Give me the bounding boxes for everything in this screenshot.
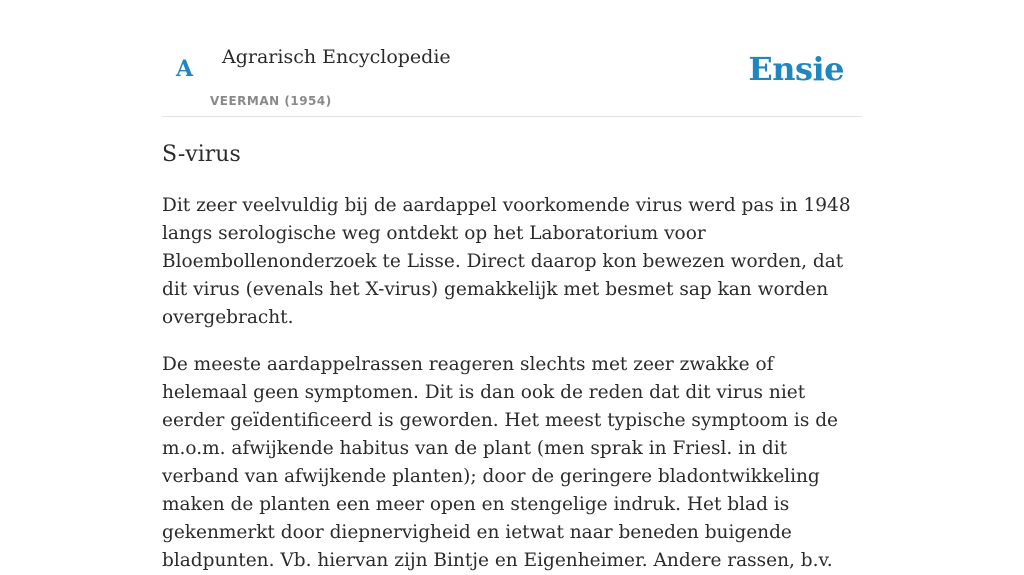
letter-index-link[interactable]: A bbox=[176, 56, 194, 82]
header bbox=[162, 0, 862, 117]
article-paragraph: De meeste aardappelrassen reageren slechts met zeer zwakke of helemaal geen symptomen. Dit is dan ook de reden dat dit virus niet eerder geïdentificeerd is geworden. Het meest typische symptoom is de m.o.m. afwijkende habitus van de plant (men sprak in Friesl. in dit verband van afwijkende planten); door de geringere bladontwikkeling maken de planten een meer open en stengelige indruk. Het blad is gekenmerkt door diepnervigheid en ietwat naar beneden buigende bladpunten. Vb. hiervan zijn Bintje en Eigenheimer. Andere rassen, b.v. bbox=[162, 354, 838, 571]
ensie-logo[interactable]: Ensie bbox=[748, 50, 844, 88]
encyclopedia-title[interactable]: Agrarisch Encyclopedie bbox=[222, 46, 451, 68]
article-title: S-virus bbox=[162, 142, 241, 167]
article bbox=[162, 140, 862, 575]
author-attribution: VEERMAN (1954) bbox=[210, 94, 332, 108]
article-paragraph: Dit zeer veelvuldig bij de aardappel voorkomende virus werd pas in 1948 langs serologische weg ontdekt op het Laboratorium voor Bloembollenonderzoek te Lisse. Direct daarop kon bewezen worden, dat dit virus (evenals het X-virus) gemakkelijk met besmet sap kan worden overgebracht. bbox=[162, 195, 851, 328]
